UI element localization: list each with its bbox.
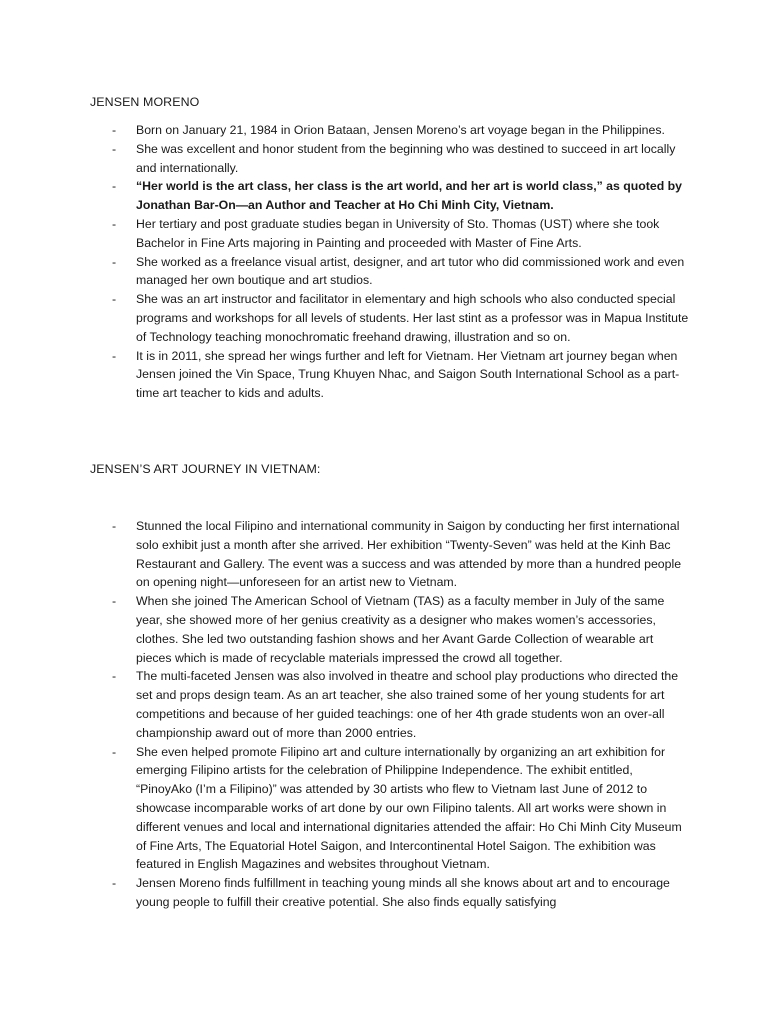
bullet-marker: - — [112, 254, 117, 269]
list-item — [112, 874, 692, 912]
list-item — [112, 592, 692, 667]
vietnam-bullet-list — [112, 517, 692, 912]
list-item-text: She even helped promote Filipino art and culture internationally by organizing an art exhibition for emerging Filipino artists for the celebration of Philippine Independence. The exhibit entitled, “PinoyAko (I’m a Filipino)” was attended by 30 artists who flew to Vietnam last June of 2012 to showcase incomparable works of art done by our own Filipino talents. All art works were shown in different venues and local and international dignitaries attended the affair: Ho Chi Minh City Museum of Fine Arts, The Equatorial Hotel Saigon, and Intercontinental Hotel Saigon. The exhibition was featured in English Magazines and websites throughout Vietnam. — [136, 744, 682, 872]
bullet-marker: - — [112, 123, 117, 137]
bullet-marker: - — [112, 744, 117, 759]
bio-bullet-list — [112, 121, 692, 403]
list-item — [112, 347, 692, 403]
list-item — [112, 667, 692, 742]
bullet-marker: - — [112, 519, 117, 533]
list-item-text: The multi-faceted Jensen was also involved in theatre and school play productions who directed the set and props design team. As an art teacher, she also trained some of her young students for art competitions and because of her guided teachings: one of her 4th grade students won an over-all championship award out of more than 2000 entries. — [136, 669, 679, 740]
list-item-text: She worked as a freelance visual artist, designer, and art tutor who did commissioned work and even managed her own boutique and art studios. — [136, 254, 685, 288]
list-item — [112, 253, 692, 291]
bullet-marker: - — [112, 292, 117, 307]
list-item — [112, 121, 692, 140]
list-item-text: Stunned the local Filipino and international community in Saigon by conducting her first international solo exhibit just a month after she arrived. Her exhibition “Twenty-Seven” was held at the Kinh Bac Restaurant and Gallery. The event was a success and was attended by more than a hundred people on opening night—unforeseen for an artist new to Vietnam. — [136, 519, 682, 590]
list-item — [112, 290, 692, 346]
bullet-marker: - — [112, 669, 117, 684]
list-item-text: When she joined The American School of Vietnam (TAS) as a faculty member in July of the same year, she showed more of her genius creativity as a designer who makes women’s accessories, clothes. She led two outstanding fashion shows and her Avant Garde Collection of wearable art pieces which is made of recyclable materials impressed the crowd all together. — [136, 594, 665, 665]
section-heading-vietnam: JENSEN’S ART JOURNEY IN VIETNAM: — [90, 462, 321, 476]
bullet-marker: - — [112, 141, 117, 156]
bullet-marker: - — [112, 876, 117, 891]
list-item-text: It is in 2011, she spread her wings further and left for Vietnam. Her Vietnam art journey began when Jensen joined the Vin Space, Trung Khuyen Nhac, and Saigon South International School as a part-time art teacher to kids and adults. — [136, 348, 680, 401]
list-item — [112, 517, 692, 592]
bullet-marker: - — [112, 348, 117, 363]
bullet-marker: - — [112, 594, 117, 609]
list-item-text: She was an art instructor and facilitator in elementary and high schools who also conducted special programs and workshops for all levels of students. Her last stint as a professor was in Mapua Institute of Technology teaching monochromatic freehand drawing, illustration and so on. — [136, 292, 689, 344]
list-item-text: “Her world is the art class, her class is the art world, and her art is world class,” as quoted by Jonathan Bar-On—an Author and Teacher at Ho Chi Minh City, Vietnam. — [136, 179, 683, 213]
list-item-text: Born on January 21, 1984 in Orion Bataan, Jensen Moreno’s art voyage began in the Philippines. — [136, 123, 665, 137]
list-item — [112, 215, 692, 253]
list-item-text: She was excellent and honor student from the beginning who was destined to succeed in art locally and internationally. — [136, 141, 676, 175]
list-item — [112, 177, 692, 215]
list-item-text: Her tertiary and post graduate studies began in University of Sto. Thomas (UST) where she took Bachelor in Fine Arts majoring in Painting and proceeded with Master of Fine Arts. — [136, 216, 660, 250]
list-item-text: Jensen Moreno finds fulfillment in teaching young minds all she knows about art and to encourage young people to fulfill their creative potential. She also finds equally satisfying — [136, 876, 670, 909]
list-item — [112, 743, 692, 875]
list-item — [112, 140, 692, 178]
section-heading-bio: JENSEN MORENO — [90, 95, 200, 109]
bullet-marker: - — [112, 216, 117, 231]
bullet-marker: - — [112, 179, 117, 194]
